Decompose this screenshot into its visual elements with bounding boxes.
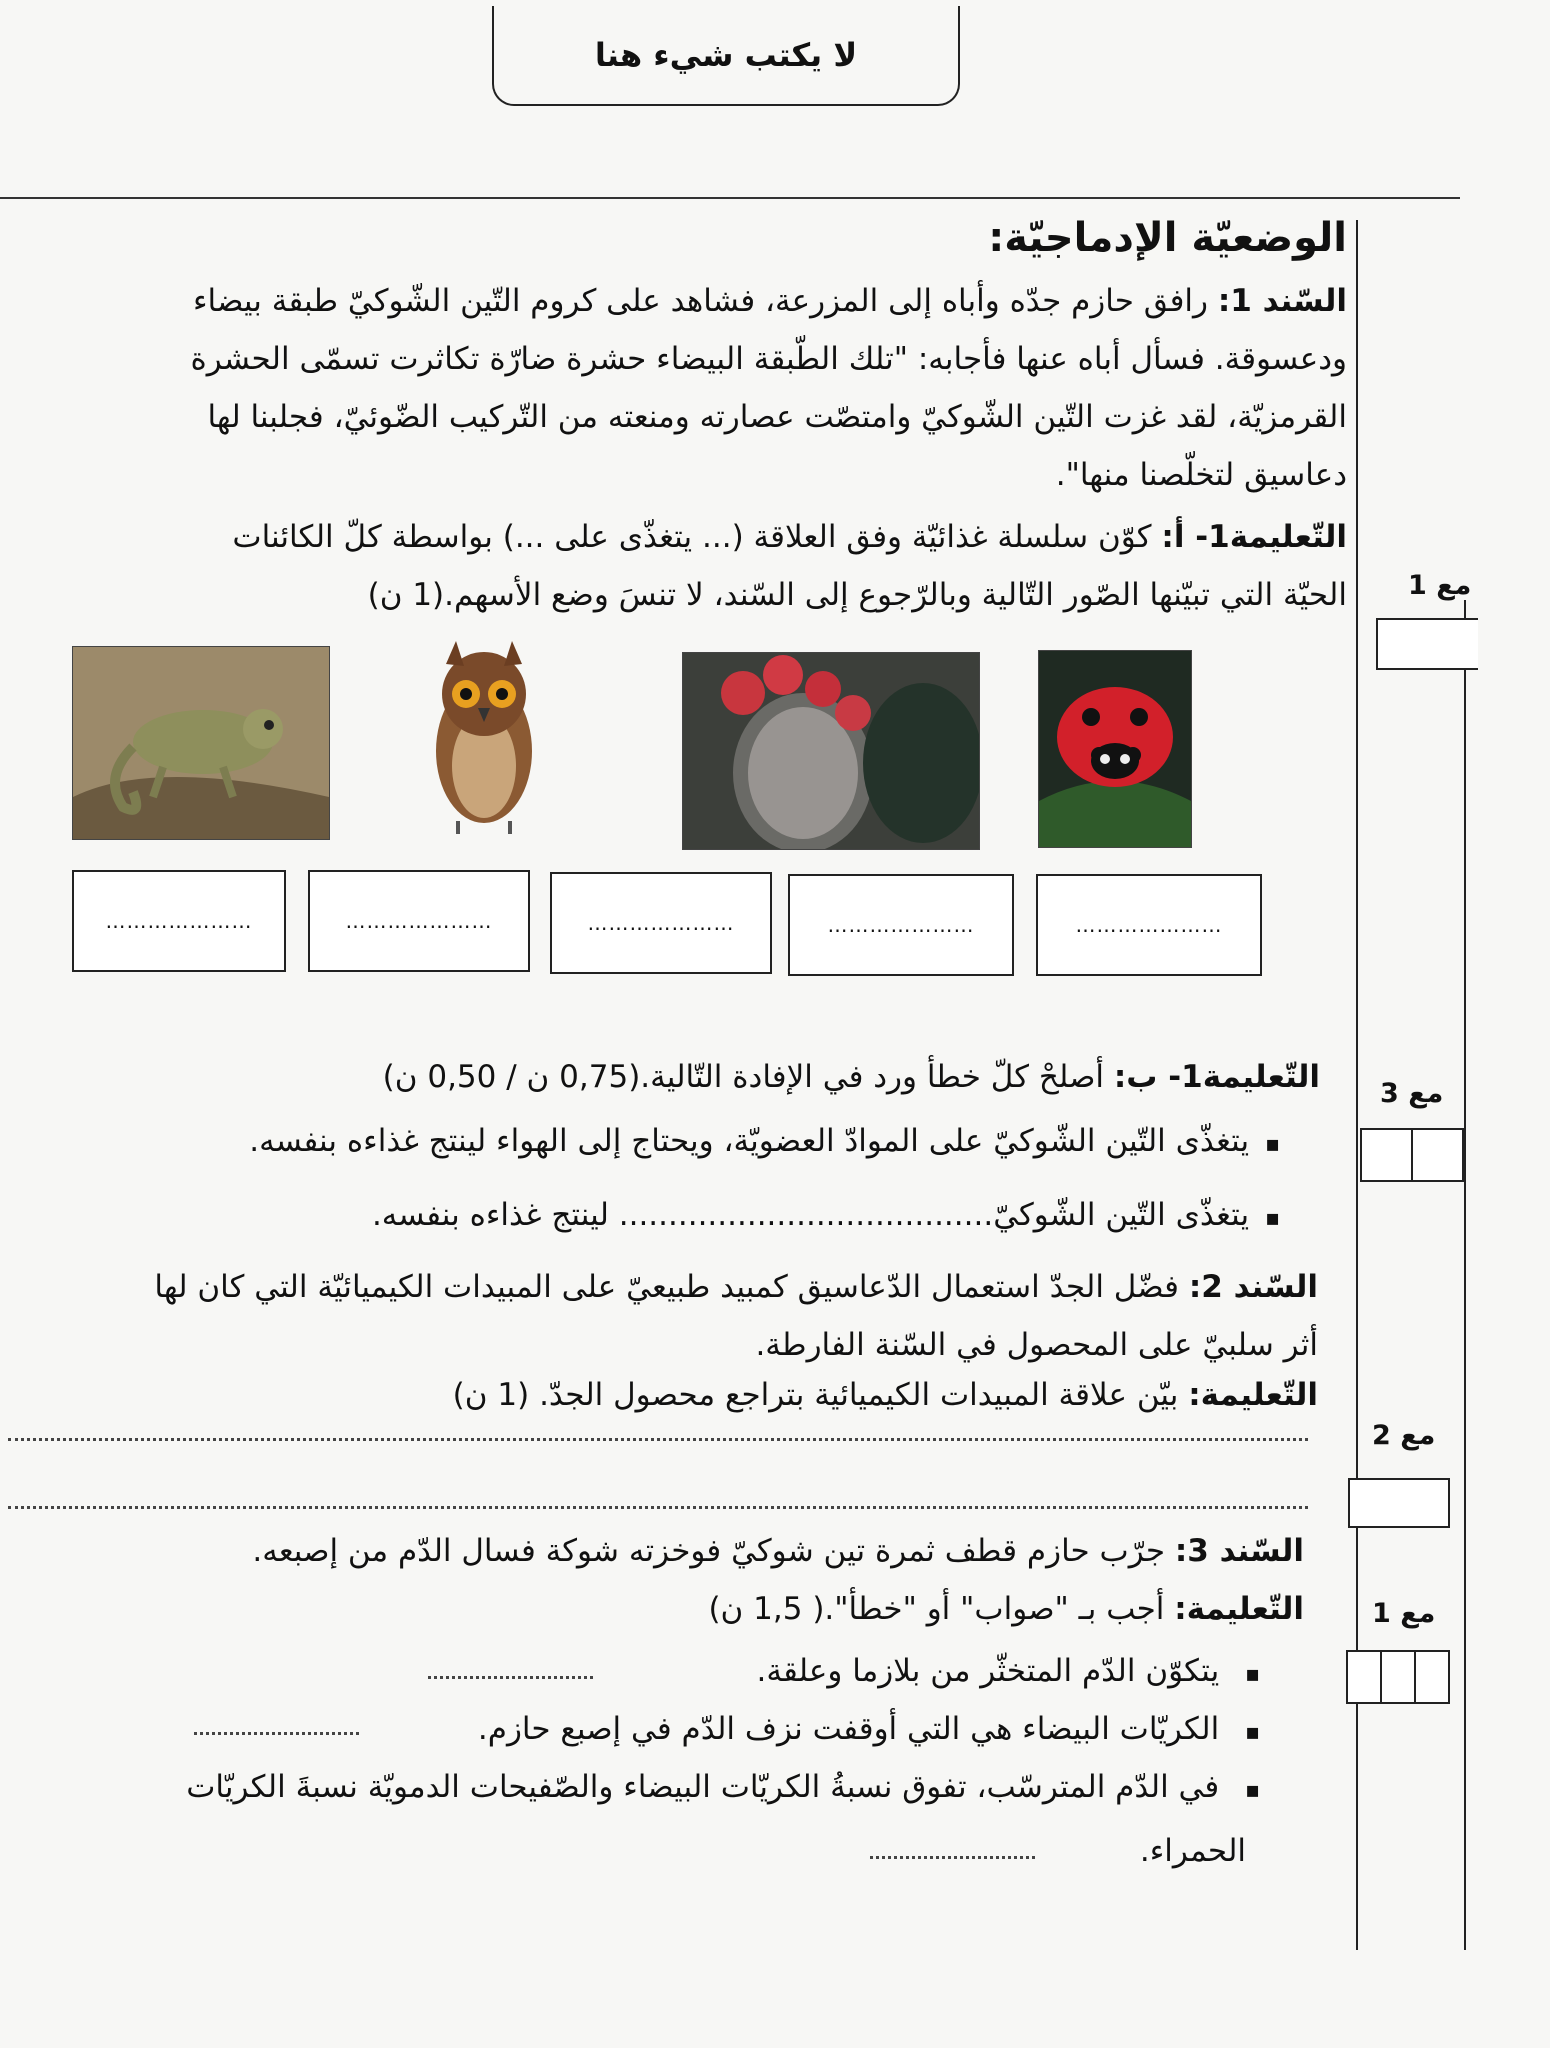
task1a-grade-box[interactable] (1376, 618, 1478, 670)
sanad3-answer-3[interactable] (870, 1856, 1035, 1859)
sanad3-grade-box[interactable] (1346, 1650, 1450, 1704)
answer-box-4-dots: ………………… (827, 913, 975, 937)
sanad1-paragraph (7, 272, 1347, 504)
answer-box-5-dots: ………………… (1075, 913, 1223, 937)
sanad3-answer-1[interactable] (428, 1676, 593, 1679)
task1a-mark: مع 1 (1408, 570, 1472, 601)
sanad2-grade-box[interactable] (1348, 1478, 1450, 1528)
sanad3-mark: مع 1 (1372, 1598, 1436, 1629)
sanad1-line-2: ودعسوقة. فسأل أباه عنها فأجابه: "تلك الطّبقة البيضاء حشرة ضارّة تكاثرت تسمّى الحشرة (190, 341, 1347, 377)
sanad3-paragraph (4, 1522, 1304, 1638)
section-title: الوضعيّة الإدماجيّة: (988, 215, 1347, 261)
task1b-bullet-1: ▪ يتغذّى التّين الشّوكيّ على الموادّ العضويّة، ويحتاج إلى الهواء لينتج غذاءه بنفسه. (10, 1112, 1280, 1174)
sanad3-bullet-2 (10, 1700, 1260, 1762)
sanad3-bullet-3-text: في الدّم المترسّب، تفوق نسبةُ الكريّات البيضاء والصّفيحات الدمويّة نسبةَ الكريّات (186, 1769, 1220, 1805)
do-not-write-label: لا يكتب شيء هنا (594, 36, 858, 74)
sanad3-bullet-2-text: الكريّات البيضاء هي التي أوقفت نزف الدّم في إصبع حازم. (477, 1711, 1220, 1747)
do-not-write-box (492, 6, 960, 106)
sanad2-answer-line-2[interactable] (8, 1506, 1308, 1509)
sanad3-text: جرّب حازم قطف ثمرة تين شوكيّ فوخزته شوكة فسال الدّم من إصبعه. (252, 1533, 1165, 1569)
task1a-paragraph (7, 508, 1347, 624)
answer-box-2[interactable] (308, 870, 530, 972)
task1a-line-2: الحيّة التي تبيّنها الصّور التّالية وبالرّجوع إلى السّند، لا تنسَ وضع الأسهم.(1 ن) (367, 577, 1347, 613)
sanad2-task-text: بيّن علاقة المبيدات الكيميائية بتراجع محصول الجدّ. (1 ن) (452, 1377, 1179, 1413)
sanad2-answer-line-1[interactable] (8, 1438, 1308, 1441)
sanad2-paragraph (0, 1258, 1318, 1424)
task1b-bullet-2[interactable]: ▪ يتغذّى التّين الشّوكيّ...................................... لينتج غذاءه بنفسه. (10, 1186, 1280, 1248)
sanad3-bullet-3 (10, 1758, 1260, 1820)
sanad3-bullet-1 (10, 1642, 1260, 1704)
sanad1-line-3: القرمزيّة، لقد غزت التّين الشّوكيّ وامتصّت عصارته ومنعته من التّركيب الضّوئيّ، فجلبنا لها (207, 399, 1347, 435)
answer-box-1[interactable] (72, 870, 286, 972)
header-divider (0, 197, 1460, 199)
cactus-photo (682, 652, 980, 850)
sanad2-line-2: أثر سلبيّ على المحصول في السّنة الفارطة. (755, 1327, 1318, 1363)
task1b-heading (0, 1048, 1320, 1106)
sanad3-label: السّند 3: (1174, 1533, 1304, 1569)
answer-box-5[interactable] (1036, 874, 1262, 976)
sanad1-line-4: دعاسيق لتخلّصنا منها". (1055, 457, 1347, 493)
task1a-label: التّعليمة1- أ: (1161, 519, 1347, 555)
owl-photo (418, 636, 550, 836)
chameleon-photo (72, 646, 330, 840)
sanad1-line-1: رافق حازم جدّه وأباه إلى المزرعة، فشاهد على كروم التّين الشّوكيّ طبقة بيضاء (192, 283, 1208, 319)
answer-box-2-dots: ………………… (345, 909, 493, 933)
answer-box-1-dots: ………………… (105, 909, 253, 933)
grade-column-line (1464, 600, 1466, 1950)
answer-box-4[interactable] (788, 874, 1014, 976)
task1b-mark: مع 3 (1380, 1078, 1444, 1109)
ladybug-photo (1038, 650, 1192, 848)
answer-box-3-dots: ………………… (587, 911, 735, 935)
task1b-label: التّعليمة1- ب: (1113, 1059, 1320, 1095)
task1b-grade-box[interactable] (1360, 1128, 1464, 1182)
sanad3-task-text: أجب بـ "صواب" أو "خطأ".( 1,5 ن) (708, 1591, 1165, 1627)
ladybug-icon (1039, 651, 1191, 847)
sanad2-task-label: التّعليمة: (1188, 1377, 1318, 1413)
sanad1-label: السّند 1: (1217, 283, 1347, 319)
sanad3-task-label: التّعليمة: (1174, 1591, 1304, 1627)
sanad2-label: السّند 2: (1188, 1269, 1318, 1305)
cactus-icon (683, 653, 979, 849)
sanad2-line-1: فضّل الجدّ استعمال الدّعاسيق كمبيد طبيعيّ على المبيدات الكيميائيّة التي كان لها (154, 1269, 1179, 1305)
sanad3-bullet-3-cont: الحمراء. (1139, 1833, 1246, 1869)
sanad3-answer-2[interactable] (194, 1732, 359, 1735)
chameleon-icon (73, 647, 329, 839)
sanad3-bullet-1-text: يتكوّن الدّم المتخثّر من بلازما وعلقة. (756, 1653, 1220, 1689)
owl-icon (418, 636, 550, 836)
answer-box-3[interactable] (550, 872, 772, 974)
task1b-text: أصلحْ كلّ خطأ ورد في الإفادة التّالية.(0,75 ن / 0,50 ن) (382, 1059, 1105, 1095)
sanad2-mark: مع 2 (1372, 1420, 1436, 1451)
task1a-line-1: كوّن سلسلة غذائيّة وفق العلاقة (... يتغذّى على ...) بواسطة كلّ الكائنات (232, 519, 1152, 555)
